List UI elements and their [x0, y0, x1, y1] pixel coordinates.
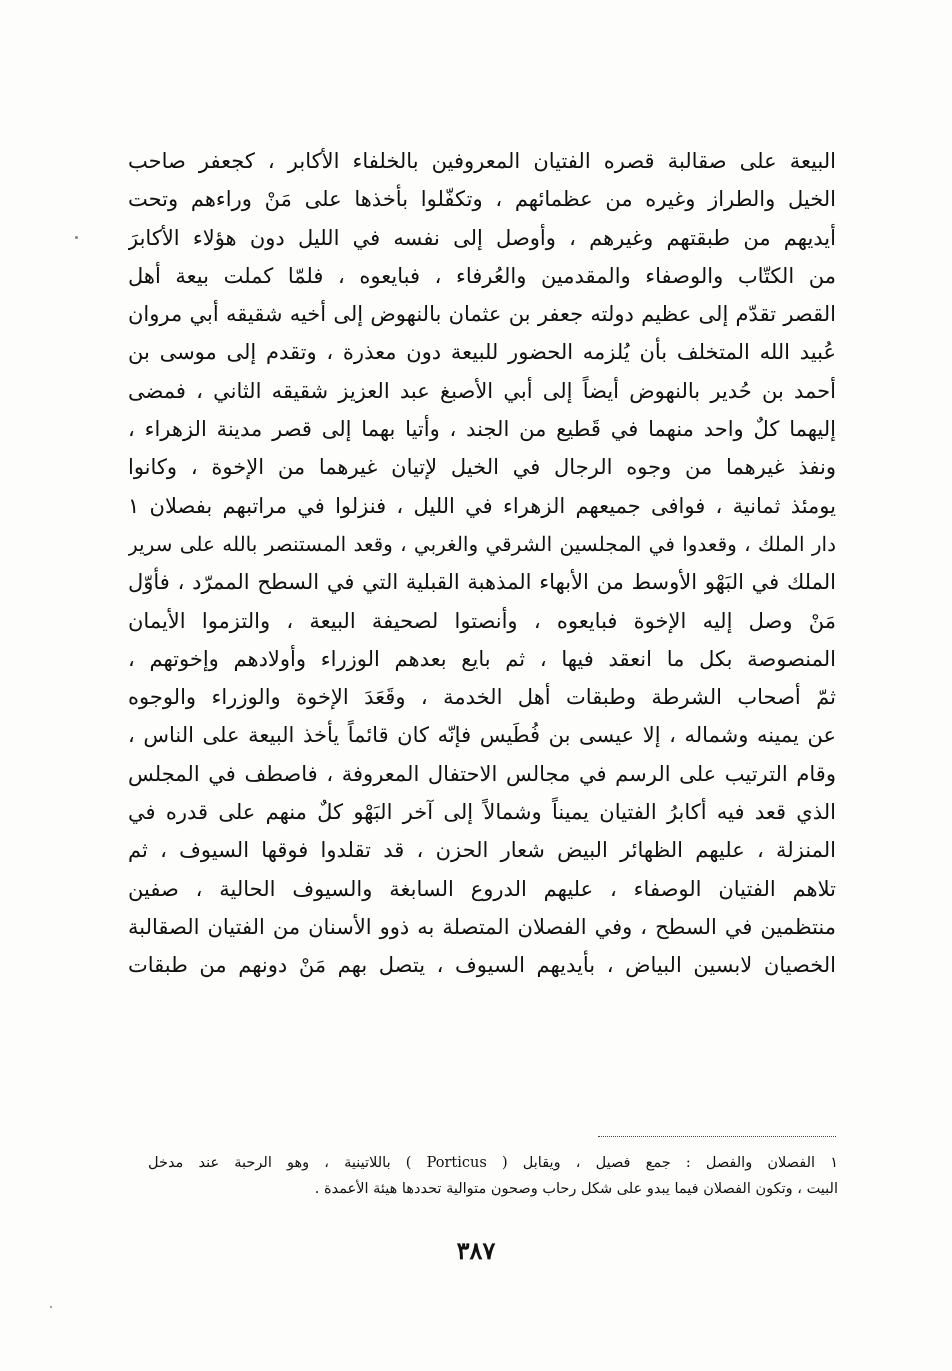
text-line: تلاهم الفتيان الوصفاء ، عليهم الدروع السابغة والسيوف الحالية ، صفين	[128, 876, 836, 901]
text-line: القصر تقدّم إلى عظيم دولته جعفر بن عثمان بالنهوض إلى أخيه شقيقه أبي مروان	[128, 302, 836, 327]
footnote-separator	[598, 1136, 836, 1137]
text-line: وقام الترتيب على الرسم في مجالس الاحتفال المعروفة ، فاصطف في المجلس	[128, 761, 836, 786]
text-line: مَنْ وصل إليه الإخوة فبايعوه ، وأنصتوا لصحيفة البيعة ، والتزموا الأيمان	[128, 608, 836, 633]
footnote-line: ١ الفصلان والفصل : جمع فصيل ، ويقابل ( Porticus ) باللاتينية ، وهو الرحبة عند مدخل	[148, 1155, 838, 1171]
text-line: ثمّ أصحاب الشرطة وطبقات أهل الخدمة ، وقَعَدَ الإخوة والوزراء والوجوه	[128, 685, 836, 710]
text-line: إليهما كلٌ واحد منهما في قَطيع من الجند ، وأتيا بهما إلى قصر مدينة الزهراء ،	[128, 417, 836, 442]
text-line: أحمد بن حُدير بالنهوض أيضاً إلى أبي الأصبغ عبد العزيز شقيقه الثاني ، فمضى	[128, 378, 836, 403]
text-line: أيديهم من طبقتهم وغيرهم ، وأوصل إلى نفسه في الليل دون هؤلاء الأكابرَ	[128, 225, 836, 250]
text-line: عُبيد الله المتخلف بأن يُلزمه الحضور للبيعة دون معذرة ، وتقدم إلى موسى بن	[128, 340, 836, 365]
text-line: ونفذ غيرهما من وجوه الرجال في الخيل لإتيان غيرهما من الإخوة ، وكانوا	[128, 455, 836, 480]
text-line: يومئذ ثمانية ، فوافى جميعهم الزهراء في الليل ، فنزلوا في مراتبهم بفصلان ١	[128, 493, 836, 518]
footnote-line: البيت ، وتكون الفصلان فيما يبدو على شكل رحاب وصحون متوالية تحددها هيئة الأعمدة .	[314, 1181, 838, 1197]
text-line: عن يمينه وشماله ، إلا عيسى بن فُطَيس فإنّه كان قائماً يأخذ البيعة على الناس ،	[128, 723, 836, 748]
footnotes	[148, 1150, 838, 1202]
page-number: ٣٨٧	[456, 1236, 496, 1265]
scan-speck	[75, 236, 78, 239]
text-line: الذي قعد فيه أكابرُ الفتيان يميناً وشمالاً إلى آخر البَهْو كلٌ منهم على قدره في	[128, 800, 836, 825]
text-line: منتظمين في السطح ، وفي الفصلان المتصلة به ذوو الأسنان من الفتيان الصقالبة	[128, 914, 836, 939]
text-line: الملك في البَهْو الأوسط من الأبهاء المذهبة القبلية التي في السطح الممرّد ، فأوّل	[128, 570, 836, 595]
scan-speck	[50, 1306, 52, 1308]
text-line: من الكتّاب والوصفاء والمقدمين والعُرفاء ، فبايعوه ، فلمّا كملت بيعة أهل	[128, 263, 836, 288]
text-line: المنزلة ، عليهم الظهائر البيض شعار الحزن ، قد تقلدوا فوقها السيوف ، ثم	[128, 838, 836, 863]
text-line: الخصيان لابسين البياض ، بأيديهم السيوف ، يتصل بهم مَنْ دونهم من طبقات	[128, 953, 836, 978]
main-text	[128, 142, 836, 985]
text-line: دار الملك ، وقعدوا في المجلسين الشرقي والغربي ، وقعد المستنصر بالله على سرير	[128, 531, 836, 556]
text-line: الخيل والطراز وغيره من عظمائهم ، وتكفّلوا بأخذها على مَنْ وراءهم وتحت	[128, 187, 836, 212]
text-line: البيعة على صقالبة قصره الفتيان المعروفين بالخلفاء الأكابر ، كجعفر صاحب	[128, 149, 836, 173]
text-line: المنصوصة بكل ما انعقد فيها ، ثم بايع بعدهم الوزراء وأولادهم وإخوتهم ،	[128, 646, 836, 671]
